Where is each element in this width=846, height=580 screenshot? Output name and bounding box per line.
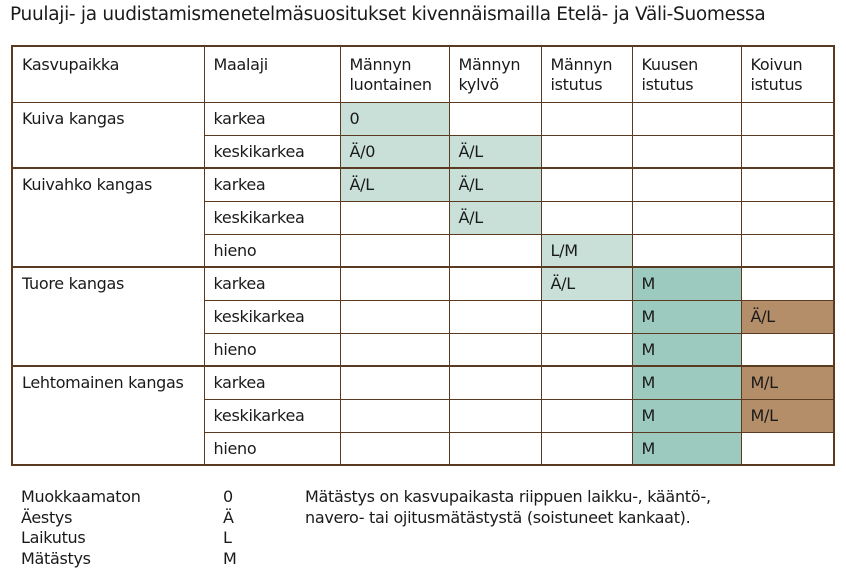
cell-koivun-istutus <box>741 333 834 366</box>
table-row <box>12 102 834 135</box>
cell-koivun-istutus <box>741 102 834 135</box>
cell-kuusen-istutus: M <box>632 432 741 465</box>
legend-label: Äestys <box>21 507 73 527</box>
cell-mannyn-luontainen <box>340 300 449 333</box>
header-koivun-istutus: Koivun istutus <box>741 46 834 102</box>
cell-mannyn-luontainen <box>340 366 449 399</box>
header-mannyn-kylvo: Männyn kylvö <box>449 46 541 102</box>
cell-mannyn-kylvo <box>449 333 541 366</box>
cell-kuusen-istutus: M <box>632 300 741 333</box>
cell-maalaji: keskikarkea <box>204 399 340 432</box>
header-mannyn-luontainen: Männyn luontainen <box>340 46 449 102</box>
cell-mannyn-luontainen: Ä/L <box>340 168 449 201</box>
cell-mannyn-kylvo <box>449 234 541 267</box>
cell-koivun-istutus <box>741 201 834 234</box>
cell-mannyn-kylvo: Ä/L <box>449 135 541 168</box>
cell-mannyn-luontainen <box>340 201 449 234</box>
cell-mannyn-istutus <box>541 102 632 135</box>
header-maalaji: Maalaji <box>204 46 340 102</box>
cell-kuusen-istutus: M <box>632 399 741 432</box>
legend-code: L <box>223 528 232 547</box>
page-title: Puulaji- ja uudistamismenetelmäsuositukset kivennäismailla Etelä- ja Väli-Suomessa <box>10 4 766 25</box>
cell-kuusen-istutus <box>632 168 741 201</box>
cell-maalaji: karkea <box>204 267 340 300</box>
cell-kuusen-istutus <box>632 135 741 168</box>
legend-code: 0 <box>223 487 233 506</box>
cell-mannyn-istutus <box>541 135 632 168</box>
table-row <box>12 366 834 399</box>
cell-koivun-istutus <box>741 234 834 267</box>
cell-mannyn-kylvo: Ä/L <box>449 168 541 201</box>
cell-mannyn-luontainen: 0 <box>340 102 449 135</box>
cell-kuusen-istutus <box>632 234 741 267</box>
cell-kuusen-istutus <box>632 201 741 234</box>
cell-koivun-istutus <box>741 432 834 465</box>
legend-label: Laikutus <box>21 528 86 547</box>
cell-mannyn-istutus <box>541 366 632 399</box>
cell-kuusen-istutus: M <box>632 333 741 366</box>
cell-mannyn-istutus <box>541 399 632 432</box>
cell-kasvupaikka: Lehtomainen kangas <box>12 366 204 465</box>
cell-mannyn-luontainen <box>340 234 449 267</box>
cell-kasvupaikka: Kuivahko kangas <box>12 168 204 267</box>
cell-maalaji: keskikarkea <box>204 300 340 333</box>
recommendation-table <box>11 45 835 466</box>
cell-koivun-istutus: M/L <box>741 366 834 399</box>
legend-note <box>305 487 711 528</box>
legend-note-line: navero- tai ojitusmätästystä (soistuneet kankaat). <box>305 507 691 527</box>
cell-mannyn-istutus: Ä/L <box>541 267 632 300</box>
legend-label: Muokkaamaton <box>21 487 141 506</box>
header-kuusen-istutus: Kuusen istutus <box>632 46 741 102</box>
cell-mannyn-istutus <box>541 432 632 465</box>
legend-code: M <box>223 548 237 568</box>
cell-mannyn-luontainen <box>340 432 449 465</box>
cell-mannyn-kylvo <box>449 366 541 399</box>
legend-labels <box>21 487 141 569</box>
cell-koivun-istutus: Ä/L <box>741 300 834 333</box>
table-body <box>12 46 834 465</box>
cell-mannyn-istutus <box>541 333 632 366</box>
table-row <box>12 168 834 201</box>
cell-mannyn-luontainen <box>340 333 449 366</box>
cell-kuusen-istutus: M <box>632 267 741 300</box>
legend-code: Ä <box>223 507 234 527</box>
header-row <box>12 46 834 102</box>
cell-mannyn-kylvo <box>449 300 541 333</box>
cell-kuusen-istutus: M <box>632 366 741 399</box>
legend-note-line: Mätästys on kasvupaikasta riippuen laikku-, kääntö-, <box>305 487 711 506</box>
cell-mannyn-istutus <box>541 168 632 201</box>
cell-mannyn-luontainen: Ä/0 <box>340 135 449 168</box>
cell-koivun-istutus: M/L <box>741 399 834 432</box>
cell-koivun-istutus <box>741 168 834 201</box>
cell-maalaji: hieno <box>204 432 340 465</box>
cell-maalaji: keskikarkea <box>204 135 340 168</box>
cell-mannyn-kylvo <box>449 102 541 135</box>
legend-codes <box>223 487 237 569</box>
cell-mannyn-luontainen <box>340 399 449 432</box>
legend-label: Mätästys <box>21 548 91 568</box>
cell-maalaji: karkea <box>204 168 340 201</box>
cell-kasvupaikka: Kuiva kangas <box>12 102 204 168</box>
header-kasvupaikka: Kasvupaikka <box>12 46 204 102</box>
header-mannyn-istutus: Männyn istutus <box>541 46 632 102</box>
cell-kasvupaikka: Tuore kangas <box>12 267 204 366</box>
cell-mannyn-istutus: L/M <box>541 234 632 267</box>
cell-koivun-istutus <box>741 135 834 168</box>
cell-mannyn-istutus <box>541 300 632 333</box>
cell-mannyn-istutus <box>541 201 632 234</box>
cell-mannyn-kylvo <box>449 267 541 300</box>
table-row <box>12 267 834 300</box>
cell-mannyn-kylvo <box>449 432 541 465</box>
cell-maalaji: hieno <box>204 234 340 267</box>
cell-mannyn-kylvo: Ä/L <box>449 201 541 234</box>
cell-koivun-istutus <box>741 267 834 300</box>
cell-maalaji: keskikarkea <box>204 201 340 234</box>
cell-mannyn-kylvo <box>449 399 541 432</box>
cell-maalaji: karkea <box>204 102 340 135</box>
cell-maalaji: hieno <box>204 333 340 366</box>
cell-kuusen-istutus <box>632 102 741 135</box>
cell-mannyn-luontainen <box>340 267 449 300</box>
cell-maalaji: karkea <box>204 366 340 399</box>
